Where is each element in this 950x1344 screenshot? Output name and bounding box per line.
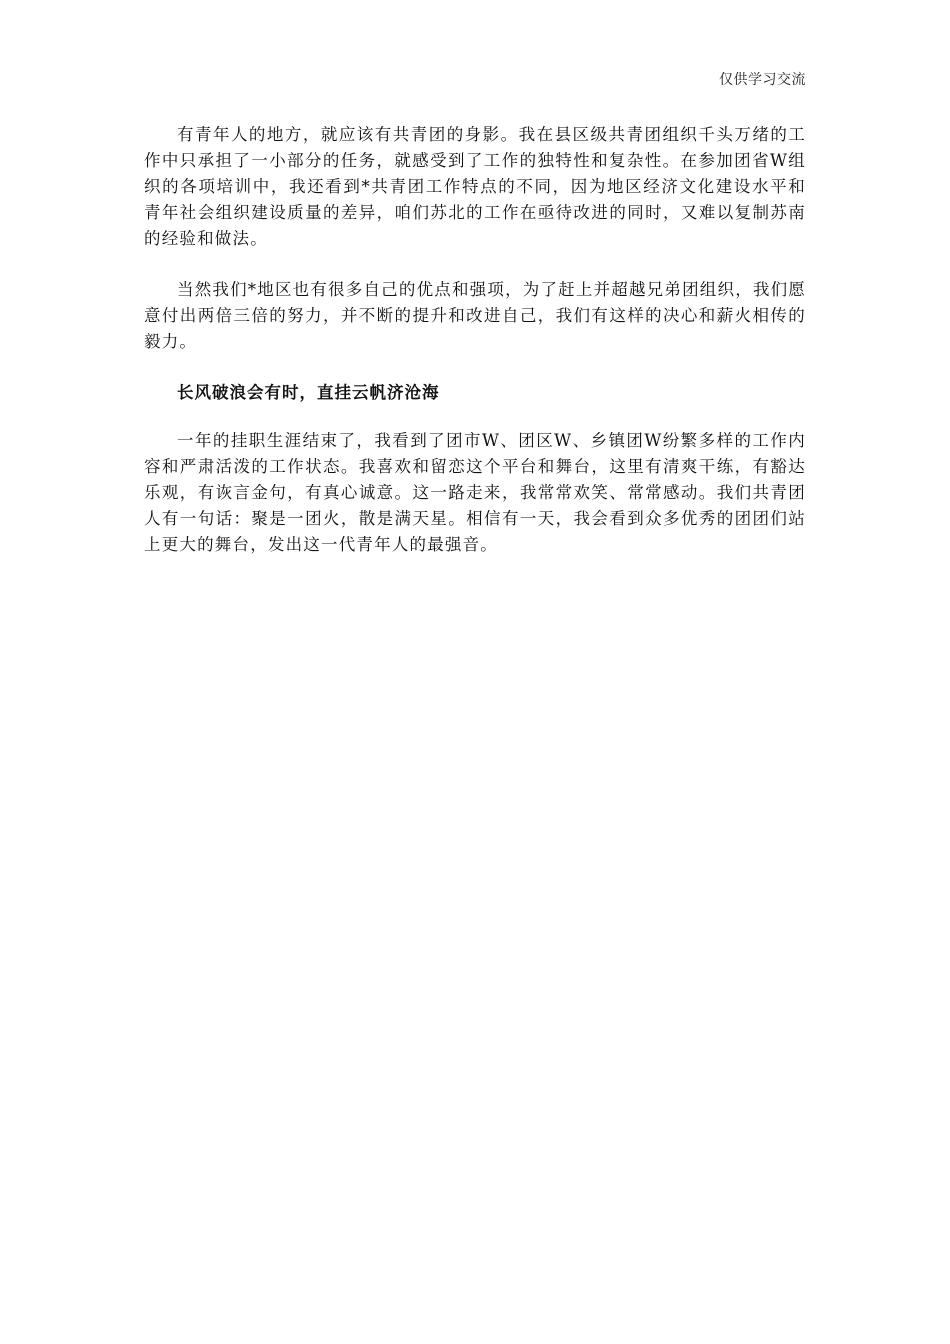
section-heading: 长风破浪会有时，直挂云帆济沧海 [177,383,440,402]
paragraph: 一年的挂职生涯结束了，我看到了团市W、团区W、乡镇团W纷繁多样的工作内容和严肃活泼的工作状态。我喜欢和留恋这个平台和舞台，这里有清爽干练，有豁达乐观，有诙言金句，有真心诚意。这一路走来，我常常欢笑、常常感动。我们共青团人有一句话：聚是一团火，散是满天星。相信有一天，我会看到众多优秀的团团们站上更大的舞台，发出这一代青年人的最强音。 [144,431,806,554]
document-body [144,122,806,583]
paragraph: 当然我们*地区也有很多自己的优点和强项，为了赶上并超越兄弟团组织，我们愿意付出两倍三倍的努力，并不断的提升和改进自己，我们有这样的决心和薪火相传的毅力。 [144,280,806,351]
header-note: 仅供学习交流 [719,72,806,88]
paragraph: 有青年人的地方，就应该有共青团的身影。我在县区级共青团组织千头万绪的工作中只承担了一小部分的任务，就感受到了工作的独特性和复杂性。在参加团省W组织的各项培训中，我还看到*共青团工作特点的不同，因为地区经济文化建设水平和青年社会组织建设质量的差异，咱们苏北的工作在亟待改进的同时，又难以复制苏南的经验和做法。 [144,125,806,248]
